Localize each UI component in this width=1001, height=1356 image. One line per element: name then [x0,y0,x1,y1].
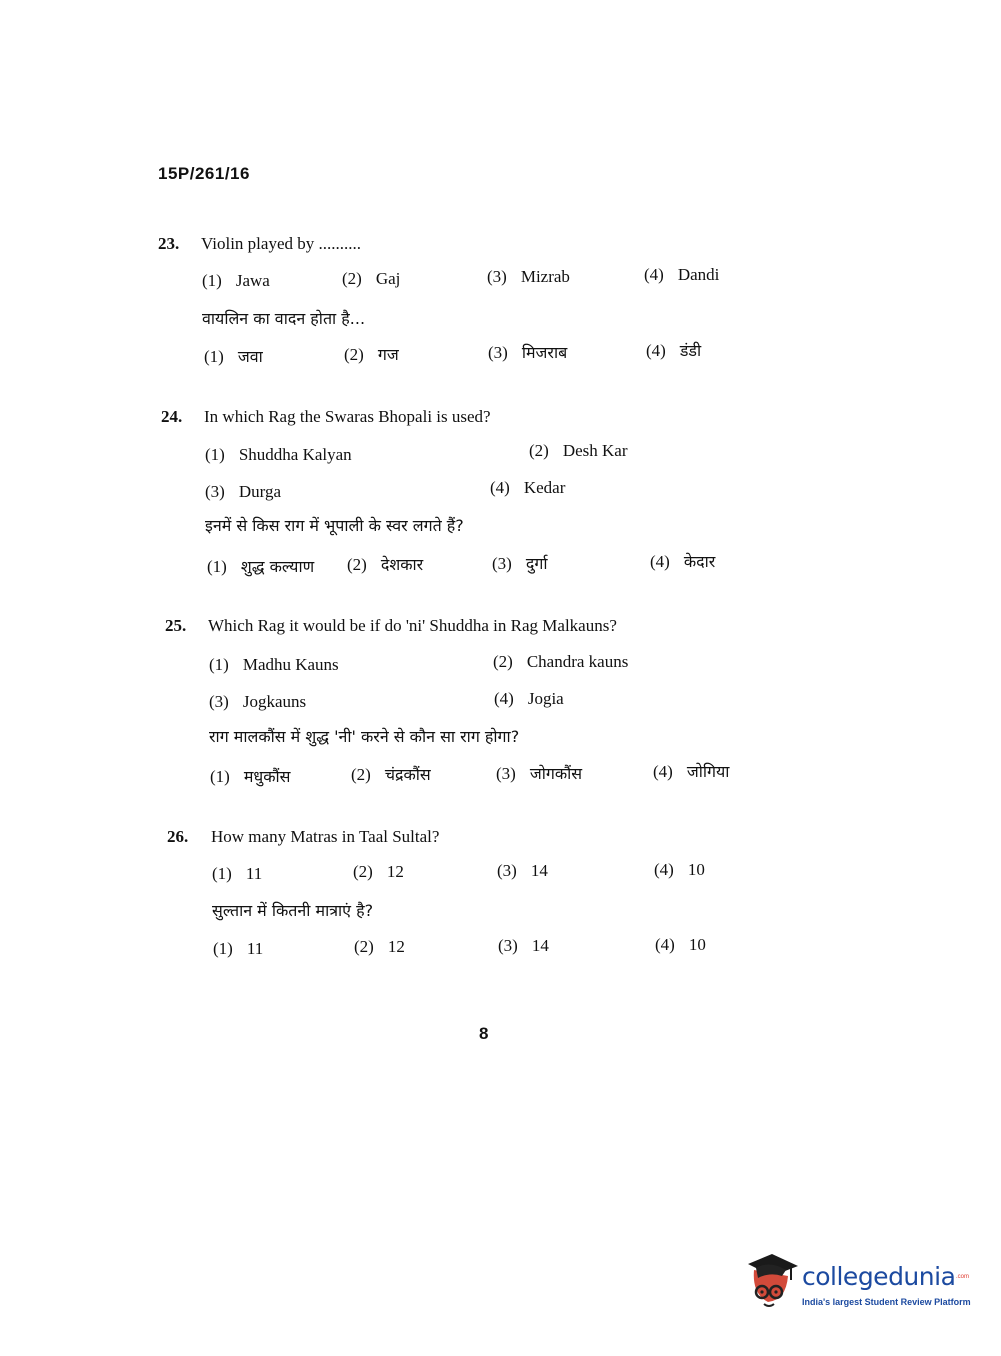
option-1-hindi: (1) मधुकौंस [210,767,291,786]
option-2-hindi: (2) देशकार [347,555,424,574]
option-2-english: (2) Chandra kauns [493,652,629,671]
option-3-hindi: (3) जोगकौंस [496,764,583,783]
logo-wordmark: collegedunia [802,1262,956,1291]
option-1-english: (1) 11 [212,864,263,883]
option-2-english: (2) 12 [353,862,404,881]
question-hindi: राग मालकौंस में शुद्ध 'नी' करने से कौन सा राग होगा? [209,727,520,746]
question-english: How many Matras in Taal Sultal? [211,827,440,846]
option-3-english: (3) 14 [497,861,548,880]
question-hindi: इनमें से किस राग में भूपाली के स्वर लगते हैं? [205,516,464,535]
option-1-hindi: (1) शुद्ध कल्याण [207,557,315,576]
question-number: 23. [158,234,180,253]
option-2-english: (2) Desh Kar [529,441,628,460]
question-number: 26. [167,827,189,846]
option-4-english: (4) Jogia [494,689,564,708]
question-hindi: सुल्तान में कितनी मात्राएं है? [212,901,374,920]
question-number: 24. [161,407,183,426]
collegedunia-logo [742,1250,972,1312]
option-3-english: (3) Durga [205,482,282,501]
option-3-english: (3) Jogkauns [209,692,307,711]
question-text [161,407,491,427]
page-number: 8 [479,1024,489,1043]
question-hindi: वायलिन का वादन होता है... [202,309,366,328]
option-3-english: (3) Mizrab [487,267,570,286]
logo-tagline: India's largest Student Review Platform [802,1297,971,1307]
option-2-hindi: (2) गज [344,345,399,364]
option-4-hindi: (4) डंडी [646,341,702,360]
option-2-hindi: (2) 12 [354,937,405,956]
question-text [165,616,617,636]
option-2-english: (2) Gaj [342,269,401,288]
option-1-english: (1) Madhu Kauns [209,655,339,674]
question-text [167,827,439,847]
question-english: Violin played by .......... [201,234,361,253]
question-number: 25. [165,616,187,635]
option-4-hindi: (4) केदार [650,552,716,571]
option-3-hindi: (3) 14 [498,936,549,955]
mascot-icon [742,1250,802,1312]
question-text [158,234,361,254]
option-1-hindi: (1) जवा [204,347,263,366]
option-4-english: (4) 10 [654,860,705,879]
option-3-hindi: (3) मिजराब [488,343,568,362]
option-3-hindi: (3) दुर्गा [492,554,548,573]
page-code: 15P/261/16 [158,164,250,183]
option-4-english: (4) Dandi [644,265,720,284]
option-2-hindi: (2) चंद्रकौंस [351,765,431,784]
question-english: Which Rag it would be if do 'ni' Shuddha in Rag Malkauns? [208,616,617,635]
option-1-hindi: (1) 11 [213,939,264,958]
option-4-hindi: (4) जोगिया [653,762,730,781]
option-4-english: (4) Kedar [490,478,566,497]
logo-domain: .com [956,1274,970,1280]
option-1-english: (1) Shuddha Kalyan [205,445,352,464]
question-english: In which Rag the Swaras Bhopali is used? [204,407,491,426]
option-4-hindi: (4) 10 [655,935,706,954]
option-1-english: (1) Jawa [202,271,270,290]
